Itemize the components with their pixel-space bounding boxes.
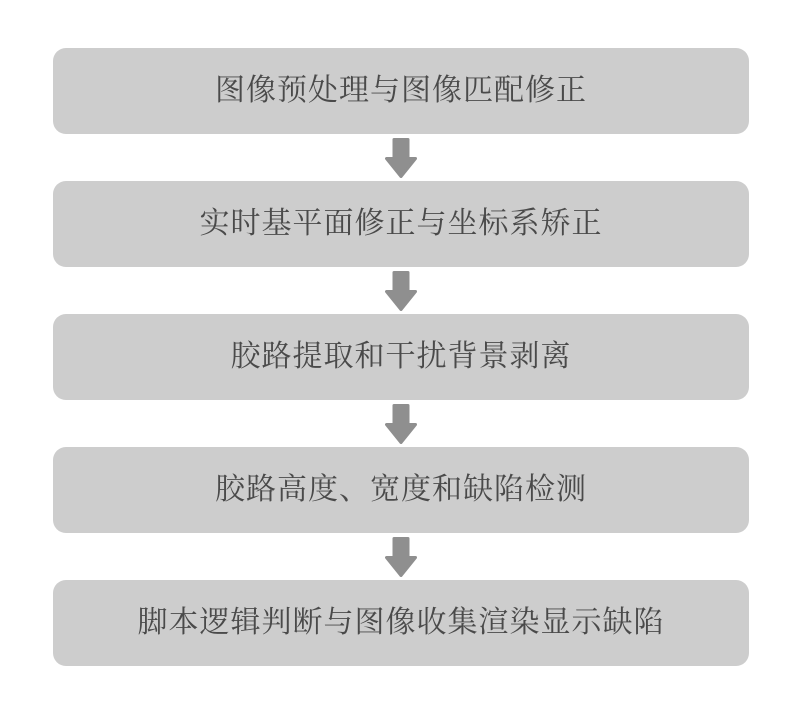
- arrow-down-icon: [385, 537, 417, 577]
- arrow-down-icon: [385, 271, 417, 311]
- connector-3: [385, 400, 417, 447]
- flow-step-1: [53, 48, 749, 134]
- process-flowchart: [53, 48, 749, 666]
- arrow-down-icon: [385, 138, 417, 178]
- flow-step-2: [53, 181, 749, 267]
- flow-step-3: [53, 314, 749, 400]
- flow-step-4: [53, 447, 749, 533]
- flow-step-5: [53, 580, 749, 666]
- flow-step-4-label: 胶路高度、宽度和缺陷检测: [215, 473, 587, 506]
- connector-2: [385, 267, 417, 314]
- flow-step-5-label: 脚本逻辑判断与图像收集渲染显示缺陷: [137, 606, 665, 639]
- flow-step-3-label: 胶路提取和干扰背景剥离: [230, 340, 572, 373]
- connector-1: [385, 134, 417, 181]
- arrow-down-icon: [385, 404, 417, 444]
- connector-4: [385, 533, 417, 580]
- flow-step-2-label: 实时基平面修正与坐标系矫正: [199, 207, 603, 240]
- flow-step-1-label: 图像预处理与图像匹配修正: [215, 74, 587, 107]
